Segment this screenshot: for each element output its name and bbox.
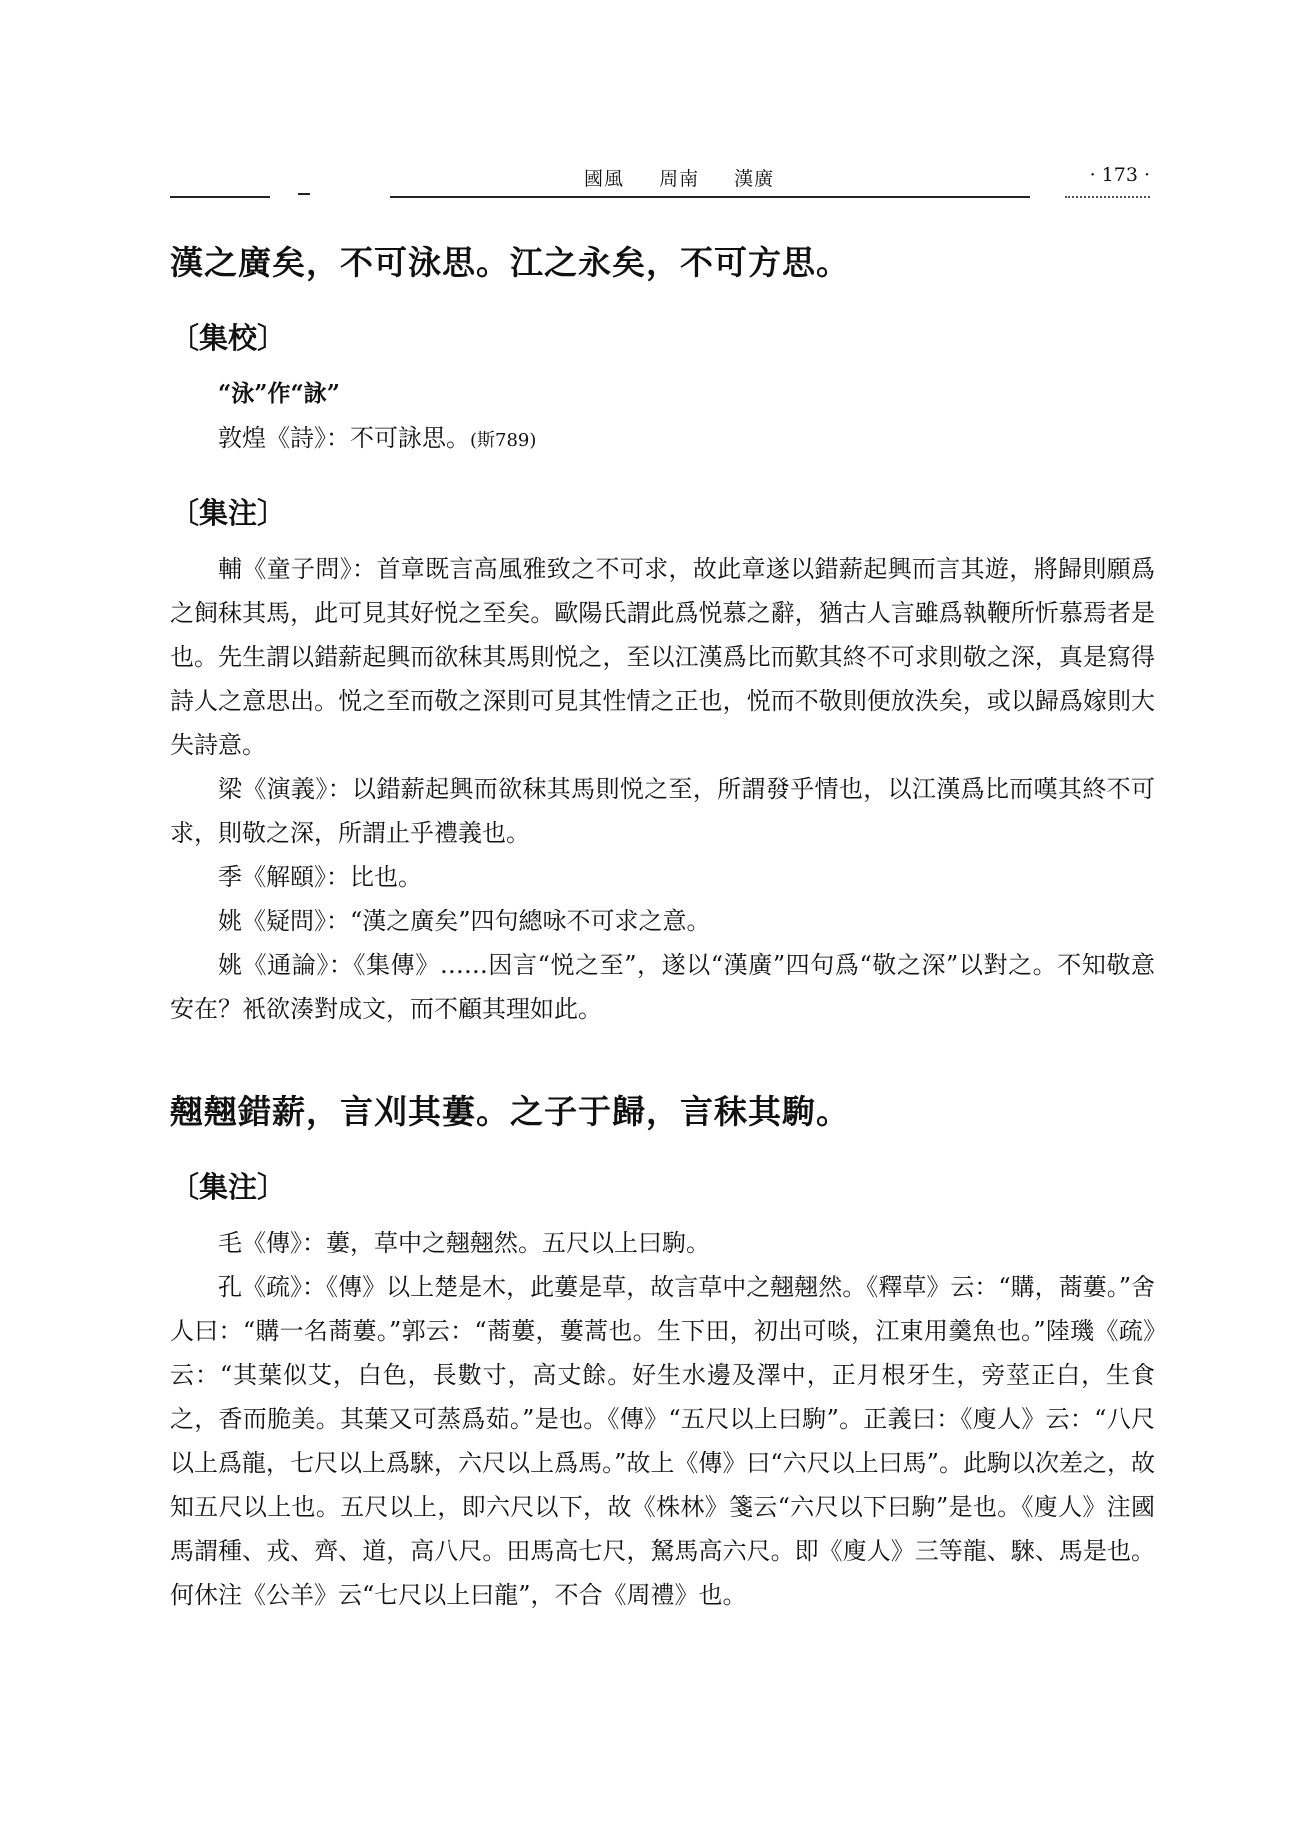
collation-heading: 〔集校〕	[170, 321, 287, 355]
notes-heading-2: 〔集注〕	[170, 1170, 287, 1204]
note-entry: 梁《演義》：以錯薪起興而欲秣其馬則悦之至，所謂發乎情也，以江漢爲比而嘆其終不可求，則敬之深，所謂止乎禮義也。	[170, 775, 1155, 847]
collation-source: (斯789)	[470, 430, 537, 451]
verse-heading-2: 翹翹錯薪，言刈其蔞。之子于歸，言秣其駒。	[170, 1092, 850, 1131]
running-header	[170, 164, 1150, 196]
header-title	[570, 164, 788, 191]
verse-heading-1: 漢之廣矣，不可泳思。江之永矣，不可方思。	[170, 243, 850, 282]
note-entry: 季《解頤》：比也。	[218, 863, 422, 891]
header-rule-mark	[298, 193, 310, 195]
notes-heading-1: 〔集注〕	[170, 496, 287, 530]
header-part-hanguang: 漢廣	[734, 168, 775, 190]
collation-item-head: “泳”作“詠”	[218, 380, 340, 407]
page-number: · 173 ·	[1089, 164, 1150, 186]
header-rule	[390, 196, 1030, 198]
header-part-zhounan: 周南	[659, 168, 700, 190]
note-entry: 孔《疏》：《傳》以上楚是木，此蔞是草，故言草中之翹翹然。《釋草》云：“購，蔏蔞。”舍人曰：“購一名蔏蔞。”郭云：“蔏蔞，蔞蒿也。生下田，初出可啖，江東用羹魚也。”陸璣《疏》云：“其葉似艾，白色，長數寸，高丈餘。好生水邊及澤中，正月根牙生，旁莖正白，生食之，香而脆美。其葉又可蒸爲茹。”是也。《傳》“五尺以上曰駒”。正義曰：《廋人》云：“八尺以上爲龍，七尺以上爲騋，六尺以上爲馬。”故上《傳》曰“六尺以上曰馬”。此駒以次差之，故知五尺以上也。五尺以上，即六尺以下，故《株林》箋云“六尺以下曰駒”是也。《廋人》注國馬謂種、戎、齊、道，高八尺。田馬高七尺，駑馬高六尺。即《廋人》三等龍、騋、馬是也。何休注《公羊》云“七尺以上曰龍”，不合《周禮》也。	[170, 1273, 1155, 1609]
note-entry: 姚《通論》：《集傳》……因言“悦之至”，遂以“漢廣”四句爲“敬之深”以對之。不知敬意安在？衹欲湊對成文，而不顧其理如此。	[170, 951, 1155, 1023]
note-entry: 姚《疑問》：“漢之廣矣”四句總咏不可求之意。	[218, 907, 711, 935]
collation-text: 敦煌《詩》：不可詠思。	[218, 424, 470, 452]
page-body	[170, 222, 1155, 1617]
header-rule-left	[170, 196, 270, 198]
header-rule-dotted	[1065, 196, 1150, 198]
note-entry: 輔《童子問》：首章既言高風雅致之不可求，故此章遂以錯薪起興而言其遊，將歸則願爲之飼秣其馬，此可見其好悦之至矣。歐陽氏謂此爲悦慕之辭，猶古人言雖爲執鞭所忻慕焉者是也。先生謂以錯薪起興而欲秣其馬則悦之，至以江漢爲比而歎其終不可求則敬之深，真是寫得詩人之意思出。悦之至而敬之深則可見其性情之正也，悦而不敬則便放泆矣，或以歸爲嫁則大失詩意。	[170, 555, 1155, 759]
note-entry: 毛《傳》：蔞，草中之翹翹然。五尺以上曰駒。	[218, 1229, 710, 1257]
collation-item-text	[170, 416, 1155, 463]
header-part-guofeng: 國風	[584, 168, 625, 190]
